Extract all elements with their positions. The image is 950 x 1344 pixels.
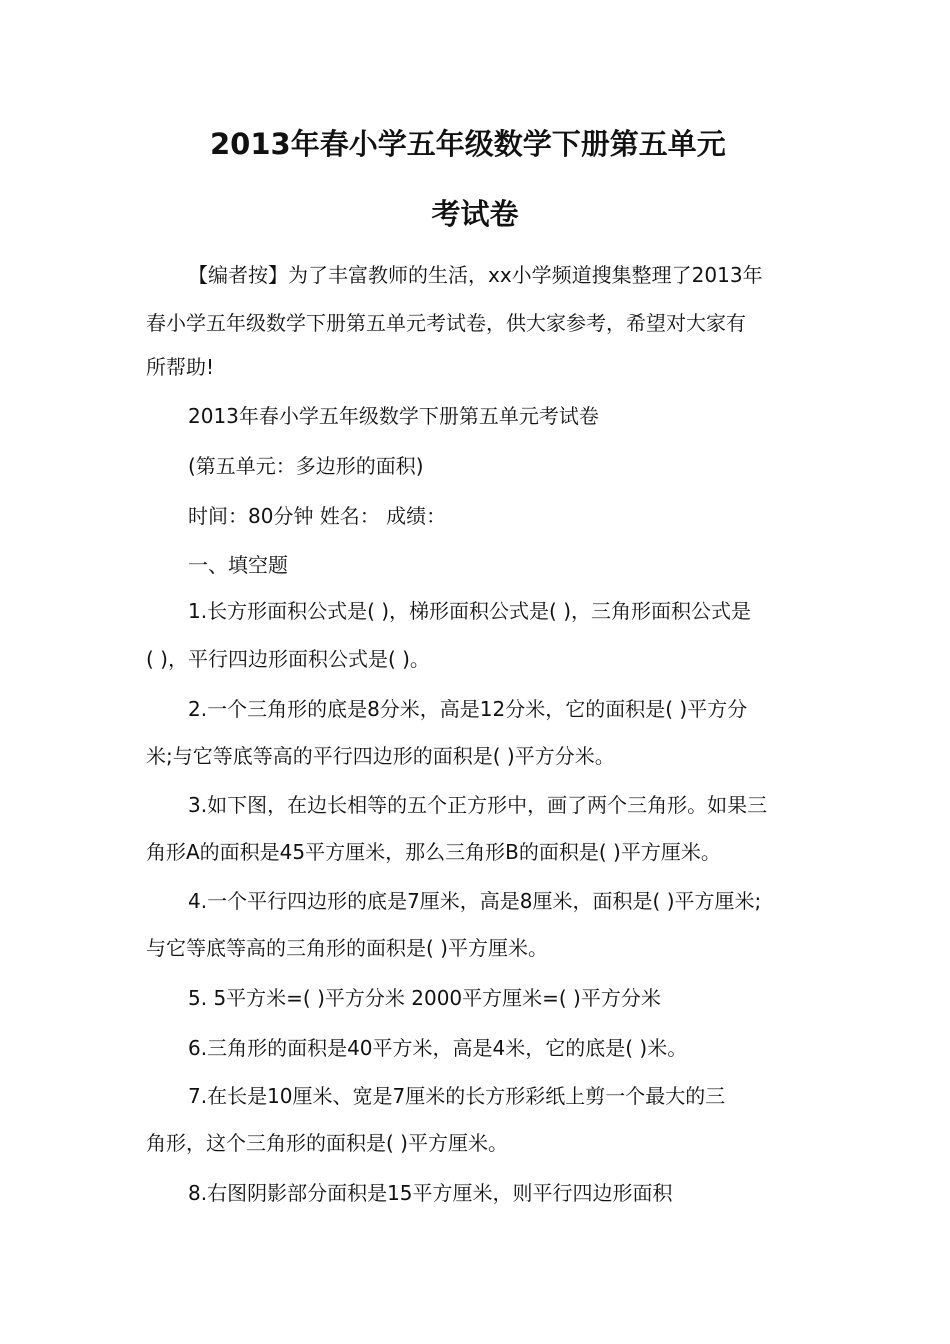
editor-note-line-2: 春小学五年级数学下册第五单元考试卷，供大家参考，希望对大家有 (146, 311, 746, 335)
question-3-line-1: 3.如下图，在边长相等的五个正方形中，画了两个三角形。如果三 (188, 793, 768, 817)
unit-subtitle: (第五单元：多边形的面积) (188, 454, 424, 478)
question-3-line-2: 角形A的面积是45平方厘米，那么三角形B的面积是( )平方厘米。 (146, 840, 721, 864)
document-title-line-1: 2013年春小学五年级数学下册第五单元 (210, 127, 726, 161)
exam-heading: 2013年春小学五年级数学下册第五单元考试卷 (188, 404, 599, 428)
question-8-line-1: 8.右图阴影部分面积是15平方厘米，则平行四边形面积 (188, 1181, 673, 1205)
editor-note-line-3: 所帮助! (146, 355, 215, 379)
question-7-line-1: 7.在长是10厘米、宽是7厘米的长方形彩纸上剪一个最大的三 (188, 1084, 726, 1108)
document-title-line-2: 考试卷 (431, 197, 519, 231)
question-1-line-1: 1.长方形面积公式是( )，梯形面积公式是( )，三角形面积公式是 (188, 599, 752, 623)
editor-note-line-1: 【编者按】为了丰富教师的生活，xx小学频道搜集整理了2013年 (188, 263, 763, 287)
question-7-line-2: 角形，这个三角形的面积是( )平方厘米。 (146, 1131, 508, 1155)
question-6: 6.三角形的面积是40平方米，高是4米，它的底是( )米。 (188, 1036, 688, 1060)
question-2-line-2: 米;与它等底等高的平行四边形的面积是( )平方分米。 (146, 744, 615, 768)
time-name-score: 时间：80分钟 姓名： 成绩： (188, 504, 447, 528)
question-5: 5. 5平方米=( )平方分米 2000平方厘米=( )平方分米 (188, 986, 661, 1010)
question-2-line-1: 2.一个三角形的底是8分米，高是12分米，它的面积是( )平方分 (188, 697, 748, 721)
question-4-line-2: 与它等底等高的三角形的面积是( )平方厘米。 (146, 936, 548, 960)
question-4-line-1: 4.一个平行四边形的底是7厘米，高是8厘米，面积是( )平方厘米; (188, 889, 762, 913)
section-heading: 一、填空题 (188, 553, 288, 577)
question-1-line-2: ( )，平行四边形面积公式是( )。 (146, 647, 430, 671)
